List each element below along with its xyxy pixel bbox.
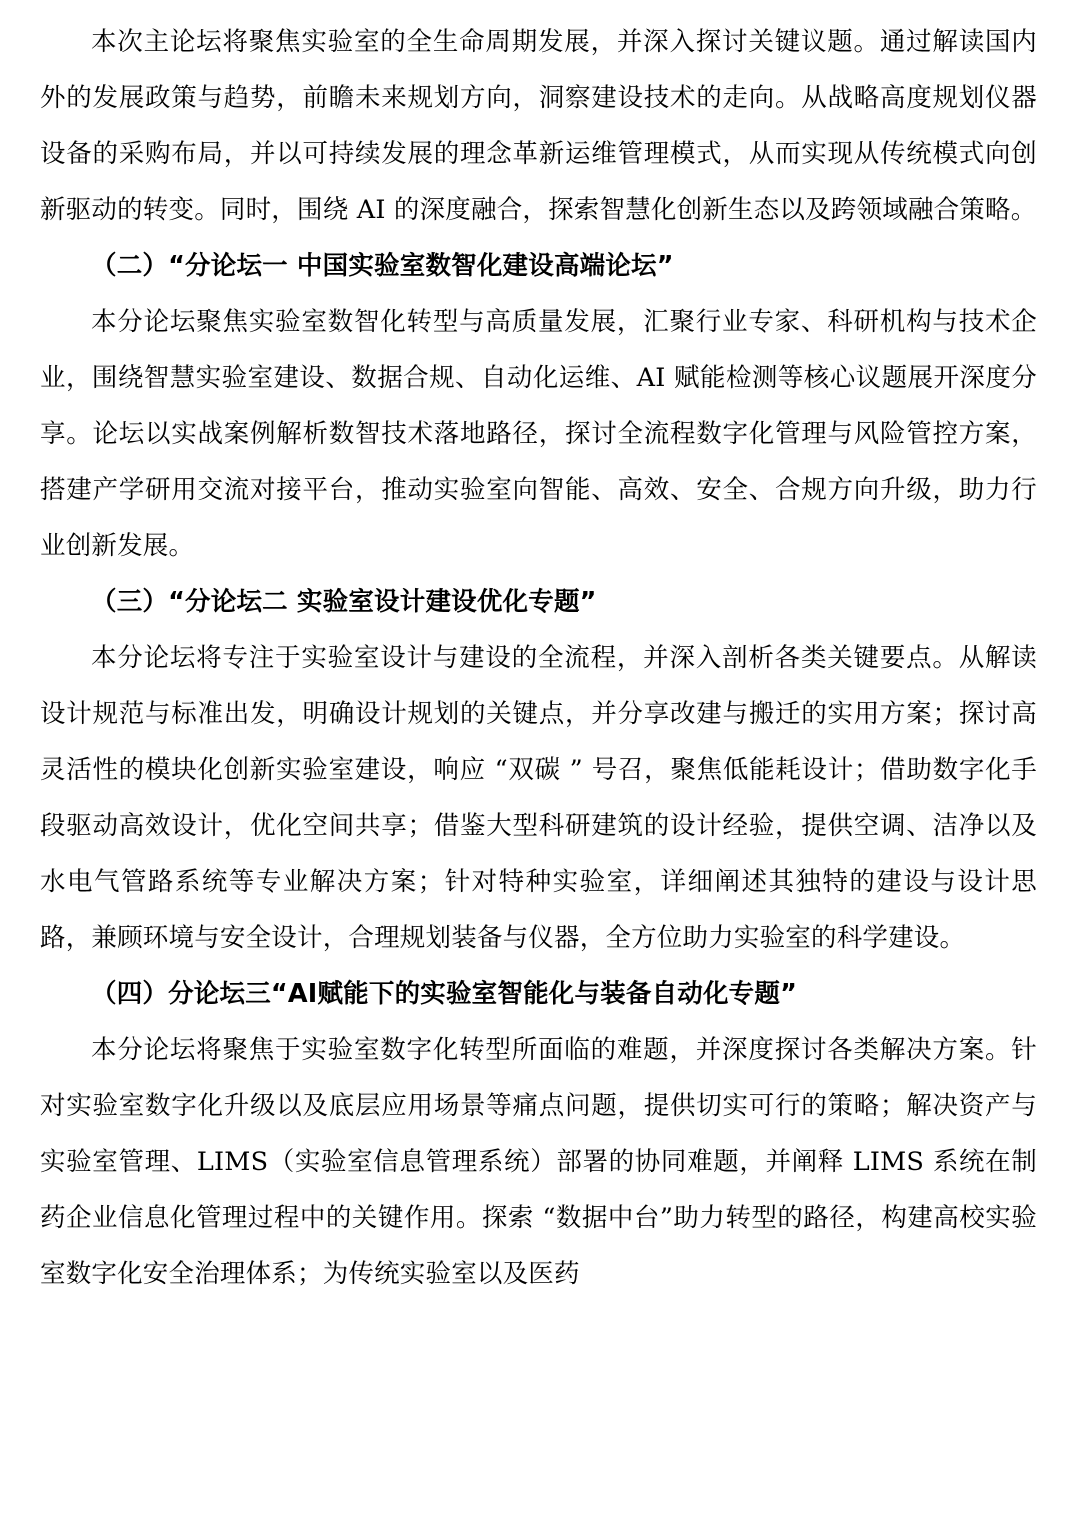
paragraph-sub-forum-three: 本分论坛将聚焦于实验室数字化转型所面临的难题，并深度探讨各类解决方案。针对实验室数字化升级以及底层应用场景等痛点问题，提供切实可行的策略；解决资产与实验室管理、LIMS（实验室信息管理系统）部署的协同难题，并阐释 LIMS 系统在制药企业信息化管理过程中的关键作用。探索 “数据中台”助力转型的路径，构建高校实验室数字化安全治理体系；为传统实验室以及医药 — [40, 1035, 1037, 1289]
heading-sub-forum-one: （二）“分论坛一 中国实验室数智化建设高端论坛” — [91, 251, 674, 281]
paragraph-forum-main: 本次主论坛将聚焦实验室的全生命周期发展，并深入探讨关键议题。通过解读国内外的发展政策与趋势，前瞻未来规划方向，洞察建设技术的走向。从战略高度规划仪器设备的采购布局，并以可持续发展的理念革新运维管理模式，从而实现从传统模式向创新驱动的转变。同时，围绕 AI 的深度融合，探索智慧化创新生态以及跨领域融合策略。 — [40, 27, 1037, 225]
paragraph-sub-forum-one: 本分论坛聚焦实验室数智化转型与高质量发展，汇聚行业专家、科研机构与技术企业，围绕智慧实验室建设、数据合规、自动化运维、AI 赋能检测等核心议题展开深度分享。论坛以实战案例解析数智技术落地路径，探讨全流程数字化管理与风险管控方案，搭建产学研用交流对接平台，推动实验室向智能、高效、安全、合规方向升级，助力行业创新发展。 — [40, 307, 1037, 561]
paragraph-sub-forum-two: 本分论坛将专注于实验室设计与建设的全流程，并深入剖析各类关键要点。从解读设计规范与标准出发，明确设计规划的关键点，并分享改建与搬迁的实用方案；探讨高灵活性的模块化创新实验室建设，响应 “双碳 ” 号召，聚焦低能耗设计；借助数字化手段驱动高效设计，优化空间共享；借鉴大型科研建筑的设计经验，提供空调、洁净以及水电气管路系统等专业解决方案；针对特种实验室，详细阐述其独特的建设与设计思路，兼顾环境与安全设计，合理规划装备与仪器，全方位助力实验室的科学建设。 — [40, 643, 1037, 953]
heading-sub-forum-three: （四）分论坛三“AI赋能下的实验室智能化与装备自动化专题” — [91, 979, 798, 1009]
heading-sub-forum-two: （三）“分论坛二 实验室设计建设优化专题” — [91, 587, 597, 617]
